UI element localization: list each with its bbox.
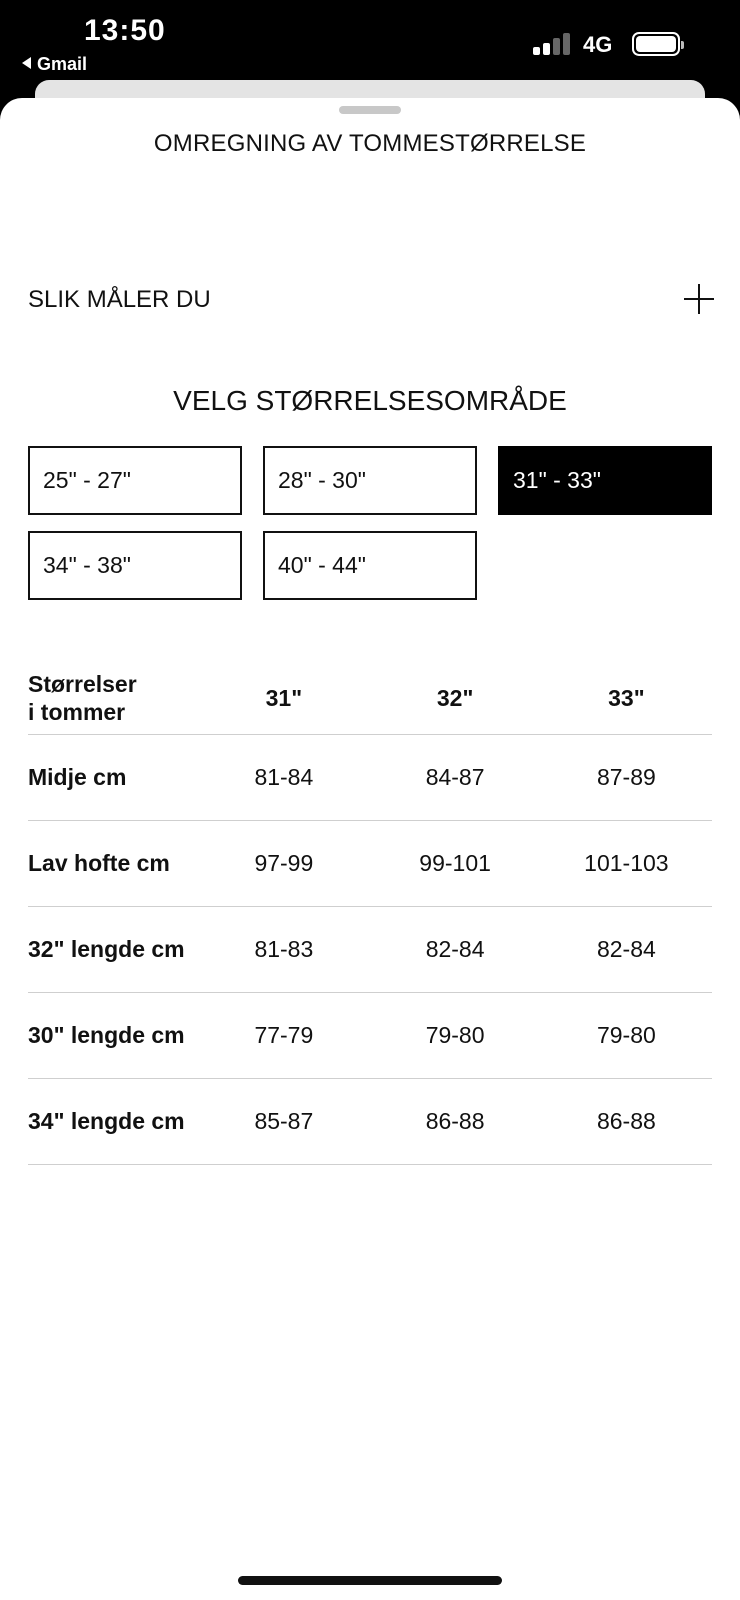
table-header-row <box>28 662 712 735</box>
plus-icon[interactable] <box>684 284 714 314</box>
column-header: 32" <box>369 662 540 735</box>
back-arrow-icon <box>22 57 31 69</box>
range-button-25-27[interactable]: 25" - 27" <box>28 446 242 515</box>
status-time: 13:50 <box>84 14 166 47</box>
table-header-label <box>28 662 198 735</box>
how-to-measure-label: SLIK MÅLER DU <box>28 286 211 313</box>
table-cell: 85-87 <box>198 1079 369 1165</box>
home-indicator[interactable] <box>238 1576 502 1585</box>
table-row <box>28 1079 712 1165</box>
table-row <box>28 907 712 993</box>
table-cell: 101-103 <box>541 821 712 907</box>
table-cell: 81-84 <box>198 735 369 821</box>
table-row <box>28 993 712 1079</box>
table-row <box>28 821 712 907</box>
table-cell: 97-99 <box>198 821 369 907</box>
size-range-heading: VELG STØRRELSESOMRÅDE <box>173 385 567 416</box>
row-label: 32" lengde cm <box>28 907 198 993</box>
table-header-line2: i tommer <box>28 699 126 725</box>
range-button-28-30[interactable]: 28" - 30" <box>263 446 477 515</box>
table-cell: 87-89 <box>541 735 712 821</box>
battery-icon <box>632 32 680 56</box>
table-cell: 77-79 <box>198 993 369 1079</box>
table-cell: 99-101 <box>369 821 540 907</box>
sheet-title: OMREGNING AV TOMMESTØRRELSE <box>153 130 587 157</box>
status-bar <box>0 0 740 82</box>
row-label: 34" lengde cm <box>28 1079 198 1165</box>
table-cell: 84-87 <box>369 735 540 821</box>
cellular-signal-icon <box>533 33 573 55</box>
row-label: Midje cm <box>28 735 198 821</box>
table-cell: 86-88 <box>369 1079 540 1165</box>
how-to-measure-accordion[interactable] <box>28 270 714 330</box>
column-header: 31" <box>198 662 369 735</box>
table-header-line1: Størrelser <box>28 671 137 697</box>
table-cell: 86-88 <box>541 1079 712 1165</box>
back-app-label: Gmail <box>37 54 88 74</box>
table-row <box>28 735 712 821</box>
table-cell: 79-80 <box>369 993 540 1079</box>
row-label: Lav hofte cm <box>28 821 198 907</box>
table-cell: 82-84 <box>369 907 540 993</box>
range-button-34-38[interactable]: 34" - 38" <box>28 531 242 600</box>
size-table <box>28 662 712 1165</box>
back-to-app-link[interactable] <box>22 54 87 75</box>
column-header: 33" <box>541 662 712 735</box>
network-type: 4G <box>583 32 613 57</box>
range-button-40-44[interactable]: 40" - 44" <box>263 531 477 600</box>
table-cell: 79-80 <box>541 993 712 1079</box>
range-button-31-33[interactable]: 31" - 33" <box>498 446 712 515</box>
row-label: 30" lengde cm <box>28 993 198 1079</box>
table-cell: 81-83 <box>198 907 369 993</box>
sheet-grabber-handle[interactable] <box>339 106 401 114</box>
table-cell: 82-84 <box>541 907 712 993</box>
